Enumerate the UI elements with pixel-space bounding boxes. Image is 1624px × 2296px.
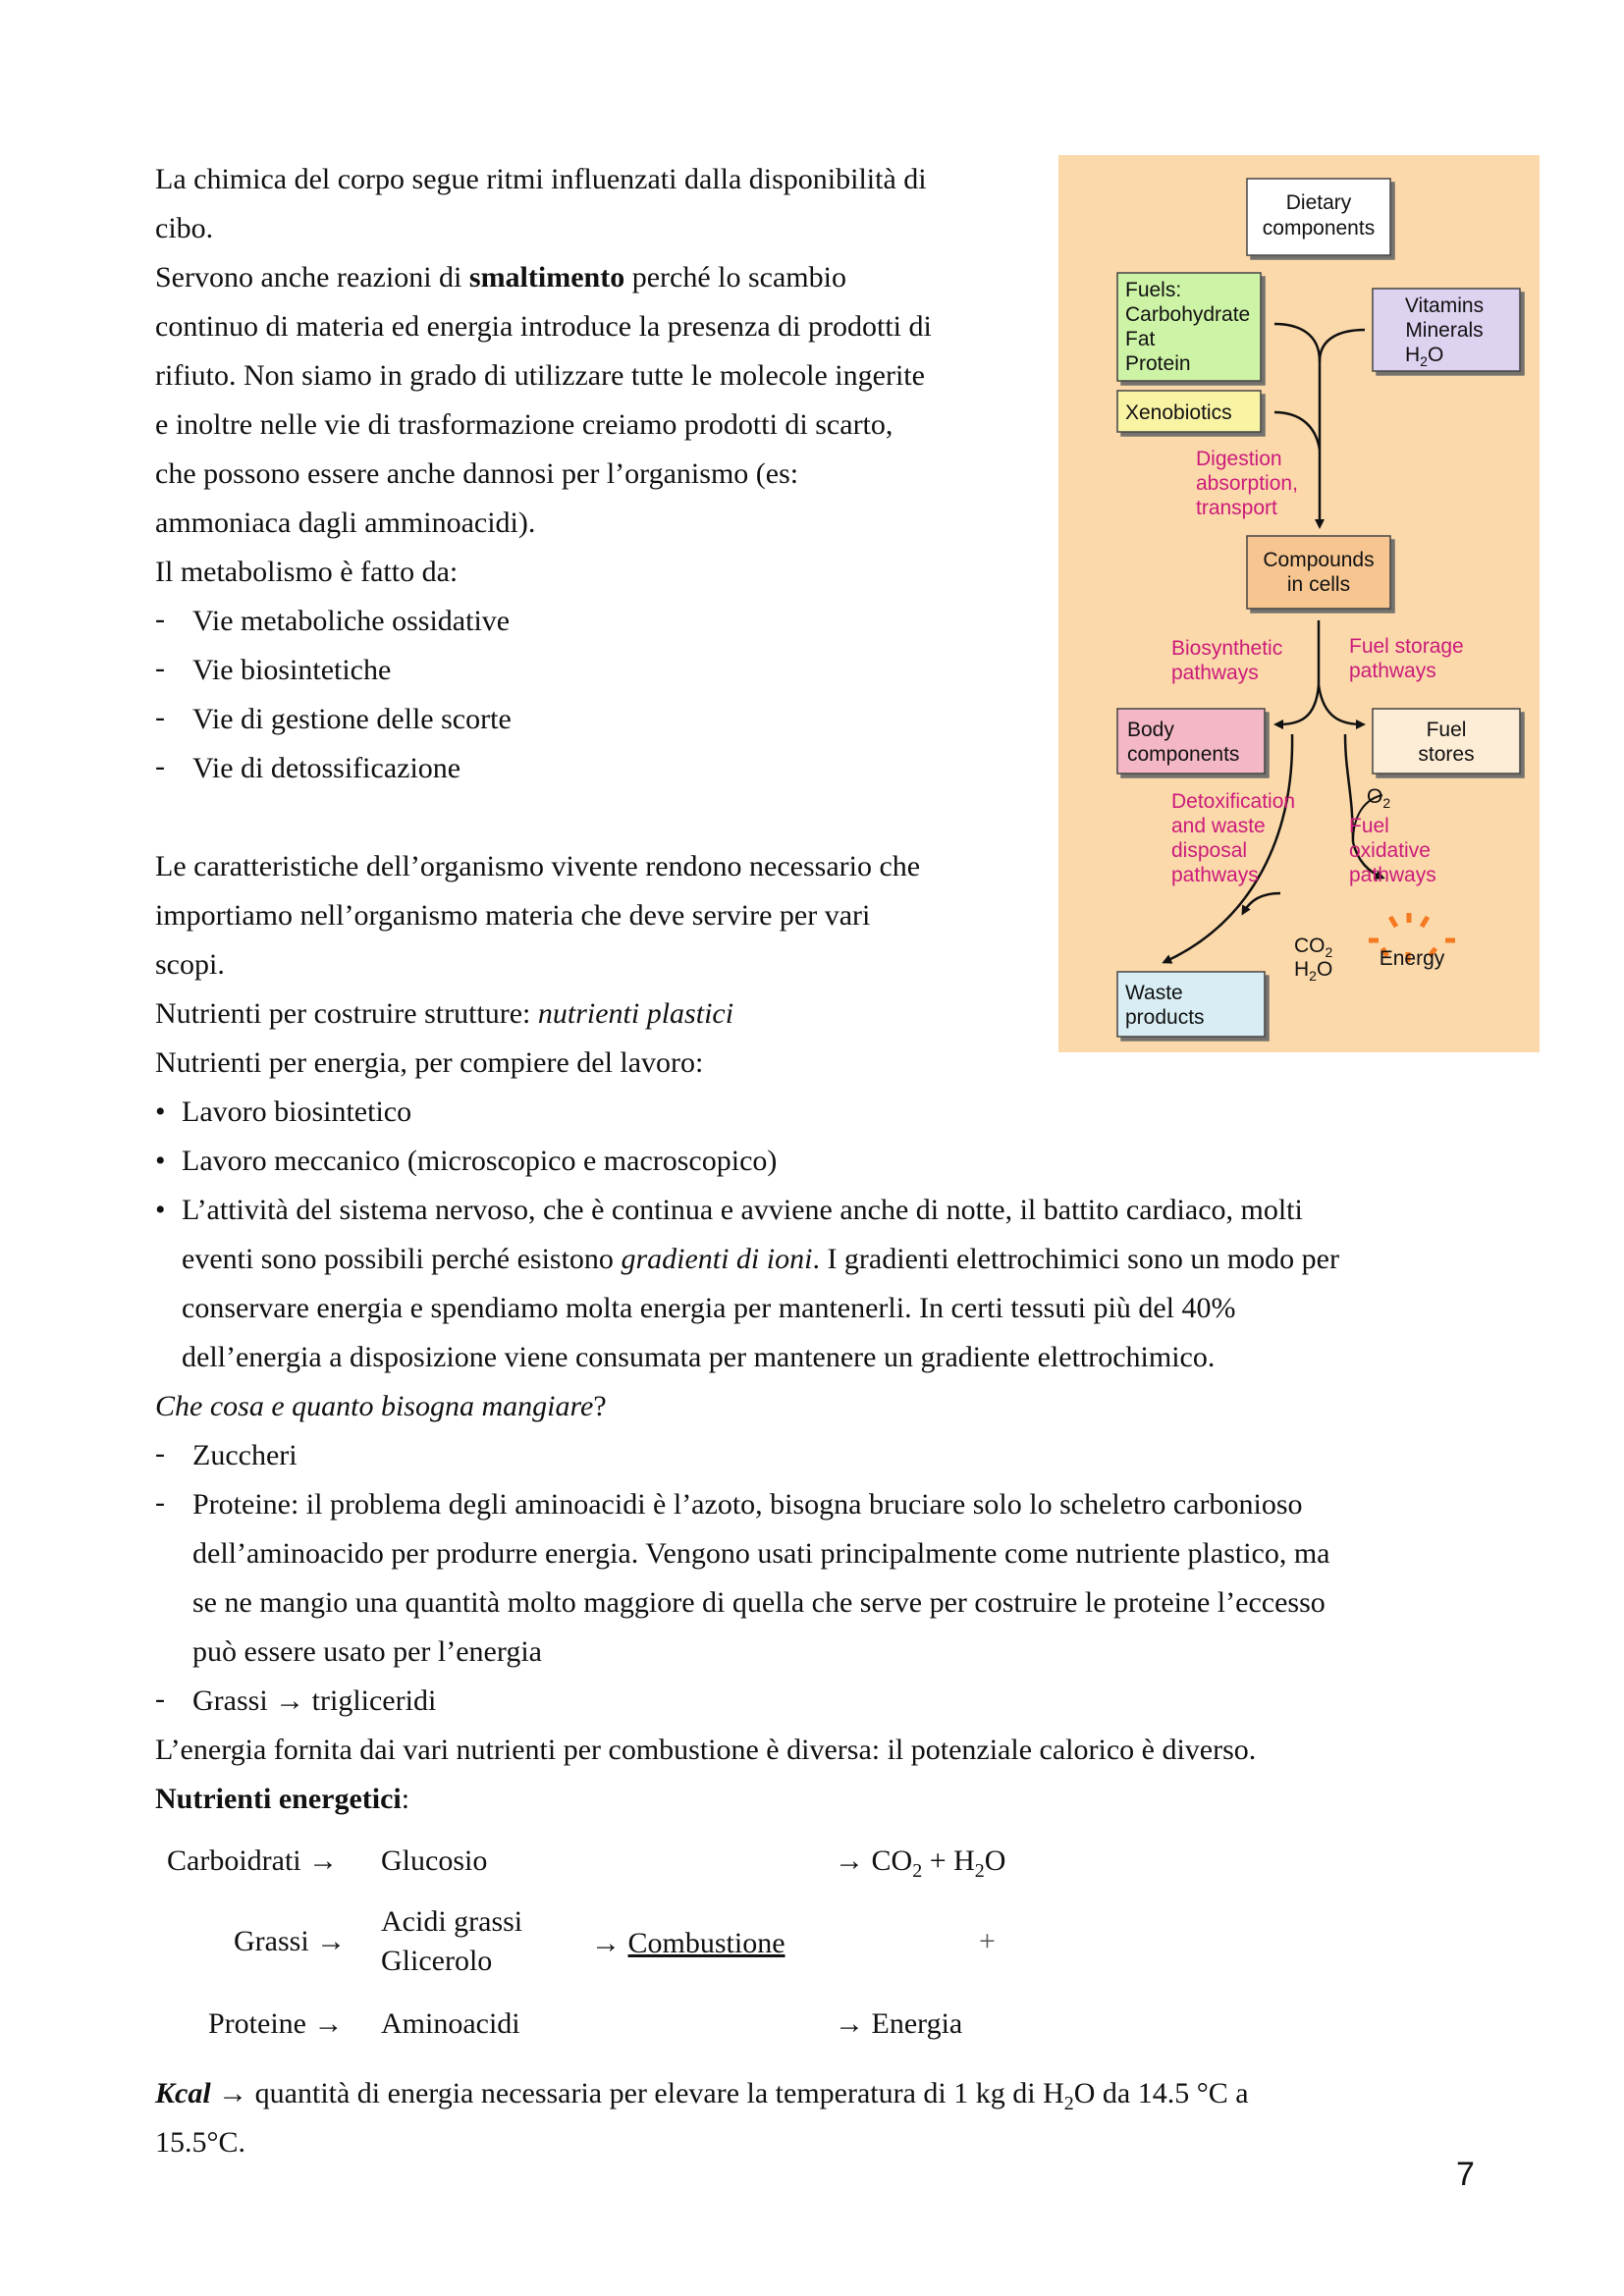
subscript: 2 xyxy=(974,1860,985,1882)
text-line: scopi. xyxy=(155,948,225,981)
table-row-label: Grassi → xyxy=(234,1925,347,1957)
fuels-label: Fuels: xyxy=(1125,279,1182,301)
list-item-continued: conservare energia e spendiamo molta energia per mantenerli. In certi tessuti più del 40% xyxy=(182,1292,1236,1324)
text-line: continuo di materia ed energia introduce la presenza di prodotti di xyxy=(155,310,932,343)
table-process xyxy=(591,1924,785,1963)
list-dash: - xyxy=(155,1682,165,1715)
fuels-label: Carbohydrate xyxy=(1125,303,1251,326)
fuel-stores-label: stores xyxy=(1418,743,1475,766)
text-line: Nutrienti per energia, per compiere del lavoro: xyxy=(155,1046,704,1079)
flow-arrow-body xyxy=(1276,685,1319,724)
digestion-label: transport xyxy=(1196,497,1277,519)
box-labels xyxy=(1125,191,1484,1029)
list-bullet: • xyxy=(155,1194,166,1226)
subscript: 2 xyxy=(1309,968,1317,984)
list-item: Vie metaboliche ossidative xyxy=(192,605,511,637)
definition-line xyxy=(155,2069,1249,2128)
list-bullet: • xyxy=(155,1095,166,1128)
text-span: perché lo scambio xyxy=(624,261,846,294)
list-dash: - xyxy=(155,1486,165,1519)
text-span: O xyxy=(984,1844,1006,1877)
list-item-continued: se ne mangio una quantità molto maggiore di quella che serve per costruire le proteine l’eccesso xyxy=(192,1586,1326,1619)
text-span: Nutrienti per costruire strutture: xyxy=(155,997,538,1030)
o-symbol: O xyxy=(1316,958,1333,981)
subscript: 2 xyxy=(1420,353,1428,369)
list-dash: - xyxy=(155,701,165,733)
compounds-label: in cells xyxy=(1286,573,1351,596)
text-line: importiamo nell’organismo materia che deve servire per vari xyxy=(155,899,871,932)
o2-label xyxy=(1367,785,1390,811)
subscript: 2 xyxy=(1325,944,1333,960)
fuel-storage-label: pathways xyxy=(1349,660,1436,682)
co2-label xyxy=(1294,934,1333,960)
flow-arrow-co2 xyxy=(1243,893,1280,913)
bold-heading: Nutrienti energetici xyxy=(155,1783,402,1815)
text-span: O da 14.5 °C a xyxy=(1073,2077,1249,2109)
waste-label: Waste xyxy=(1125,982,1183,1004)
table-cell: Aminoacidi xyxy=(381,2007,520,2040)
list-item: Zuccheri xyxy=(192,1439,298,1471)
metabolism-diagram-svg xyxy=(1058,155,1540,1052)
text-span: + H xyxy=(922,1844,975,1877)
co-symbol: CO xyxy=(1294,934,1326,957)
list-item-continued: può essere usato per l’energia xyxy=(192,1635,542,1668)
fuels-label: Fat xyxy=(1125,328,1156,350)
o-symbol: O xyxy=(1367,785,1383,808)
oxidative-label: pathways xyxy=(1349,864,1436,886)
flow-line-xenobiotics xyxy=(1274,412,1320,450)
list-item: Lavoro biosintetico xyxy=(182,1095,412,1128)
text-line: L’energia fornita dai vari nutrienti per combustione è diversa: il potenziale calorico è diverso. xyxy=(155,1734,1257,1766)
list-dash: - xyxy=(155,750,165,782)
question-line xyxy=(155,1382,607,1431)
kcal-term: Kcal xyxy=(155,2077,211,2109)
detox-label: and waste xyxy=(1171,815,1266,837)
list-item: Lavoro meccanico (microscopico e macroscopico) xyxy=(182,1145,778,1177)
detox-label: disposal xyxy=(1171,839,1248,862)
text-span: ? xyxy=(593,1390,607,1422)
body-label: components xyxy=(1127,743,1240,766)
table-result xyxy=(835,1842,1005,1891)
page-number: 7 xyxy=(1456,2156,1475,2193)
fuel-storage-label: Fuel storage xyxy=(1349,635,1464,658)
list-item: Grassi → trigliceridi xyxy=(192,1684,437,1717)
flow-line-fuels xyxy=(1274,324,1320,361)
italic-term: gradienti di ioni xyxy=(621,1243,813,1275)
list-item: L’attività del sistema nervoso, che è continua e avviene anche di notte, il battito cardiaco, molti xyxy=(182,1194,1303,1226)
list-dash: - xyxy=(155,1437,165,1469)
h-symbol: H xyxy=(1294,958,1310,981)
detox-label: pathways xyxy=(1171,864,1259,886)
text-span: → quantità di energia necessaria per elevare la temperatura di 1 kg di H xyxy=(210,2077,1064,2109)
subscript: 2 xyxy=(912,1860,923,1882)
fuels-label: Protein xyxy=(1125,352,1191,375)
oxidative-label: oxidative xyxy=(1349,839,1431,862)
table-row-label: Carboidrati → xyxy=(167,1844,339,1877)
h2o-label xyxy=(1294,958,1332,984)
text-span: eventi sono possibili perché esistono xyxy=(182,1243,622,1275)
biosynthetic-label: pathways xyxy=(1171,662,1259,684)
italic-term: nutrienti plastici xyxy=(537,997,734,1030)
definition-line: 15.5°C. xyxy=(155,2126,246,2159)
text-line: Le caratteristiche dell’organismo vivente rendono necessario che xyxy=(155,850,921,882)
body-label: Body xyxy=(1127,719,1174,741)
list-dash: - xyxy=(155,652,165,684)
table-result: → Energia xyxy=(835,2007,963,2040)
list-dash: - xyxy=(155,603,165,635)
text-line xyxy=(155,253,846,302)
detox-label: Detoxification xyxy=(1171,790,1296,813)
list-item: Vie di gestione delle scorte xyxy=(192,703,512,735)
list-item: Vie di detossificazione xyxy=(192,752,461,784)
list-item-continued xyxy=(182,1235,1339,1284)
text-line xyxy=(155,989,733,1039)
xenobiotics-label: Xenobiotics xyxy=(1125,401,1232,424)
vitamins-label: Vitamins xyxy=(1404,294,1485,317)
text-line: rifiuto. Non siamo in grado di utilizzare tutte le molecole ingerite xyxy=(155,359,925,392)
biosynthetic-label: Biosynthetic xyxy=(1171,637,1283,660)
list-item: Vie biosintetiche xyxy=(192,654,392,686)
list-item-continued: dell’aminoacido per produrre energia. Vengono usati principalmente come nutriente plastico, ma xyxy=(192,1537,1330,1570)
dietary-label: Dietary xyxy=(1285,191,1352,214)
table-cell: Glicerolo xyxy=(381,1945,493,1977)
dietary-label: components xyxy=(1262,217,1376,240)
plus-sign: + xyxy=(979,1925,996,1957)
text-line: Il metabolismo è fatto da: xyxy=(155,556,459,588)
waste-label: products xyxy=(1125,1006,1205,1029)
text-span: → CO xyxy=(835,1844,913,1877)
text-line: cibo. xyxy=(155,212,214,244)
list-item-continued: dell’energia a disposizione viene consumata per mantenere un gradiente elettrochimico. xyxy=(182,1341,1216,1373)
section-heading xyxy=(155,1775,409,1824)
digestion-label: Digestion xyxy=(1196,448,1282,470)
arrow-span: → xyxy=(591,1927,628,1959)
fuel-stores-label: Fuel xyxy=(1426,719,1467,741)
table-cell: Acidi grassi xyxy=(381,1905,523,1938)
subscript: 2 xyxy=(1063,2093,1074,2114)
metabolism-diagram xyxy=(1058,155,1540,1052)
text-span: : xyxy=(401,1783,410,1815)
digestion-label: absorption, xyxy=(1196,472,1298,495)
italic-question: Che cosa e quanto bisogna mangiare xyxy=(155,1390,594,1422)
o-symbol: O xyxy=(1427,344,1444,366)
bold-term: smaltimento xyxy=(468,261,625,294)
flow-line-vitamins xyxy=(1320,330,1365,361)
energy-label: Energy xyxy=(1379,947,1445,970)
vitamins-label: Minerals xyxy=(1405,319,1484,342)
oxidative-label: Fuel xyxy=(1349,815,1389,837)
compounds-box xyxy=(1247,536,1390,609)
text-line: che possono essere anche dannosi per l’organismo (es: xyxy=(155,457,799,490)
flow-arrow-stores xyxy=(1319,685,1363,724)
text-line: ammoniaca dagli amminoacidi). xyxy=(155,507,536,539)
h-symbol: H xyxy=(1405,344,1421,366)
compounds-label: Compounds xyxy=(1263,549,1375,571)
text-line: e inoltre nelle vie di trasformazione creiamo prodotti di scarto, xyxy=(155,408,893,441)
text-span: . I gradienti elettrochimici sono un modo per xyxy=(812,1243,1339,1275)
list-bullet: • xyxy=(155,1145,166,1177)
text-line: La chimica del corpo segue ritmi influenzati dalla disponibilità di xyxy=(155,163,927,195)
list-item: Proteine: il problema degli aminoacidi è l’azoto, bisogna bruciare solo lo scheletro carbonioso xyxy=(192,1488,1303,1521)
text-span: Servono anche reazioni di xyxy=(155,261,469,294)
table-row-label: Proteine → xyxy=(208,2007,344,2040)
subscript: 2 xyxy=(1382,795,1391,811)
table-cell: Glucosio xyxy=(381,1844,488,1877)
combustione-label: Combustione xyxy=(627,1927,785,1959)
